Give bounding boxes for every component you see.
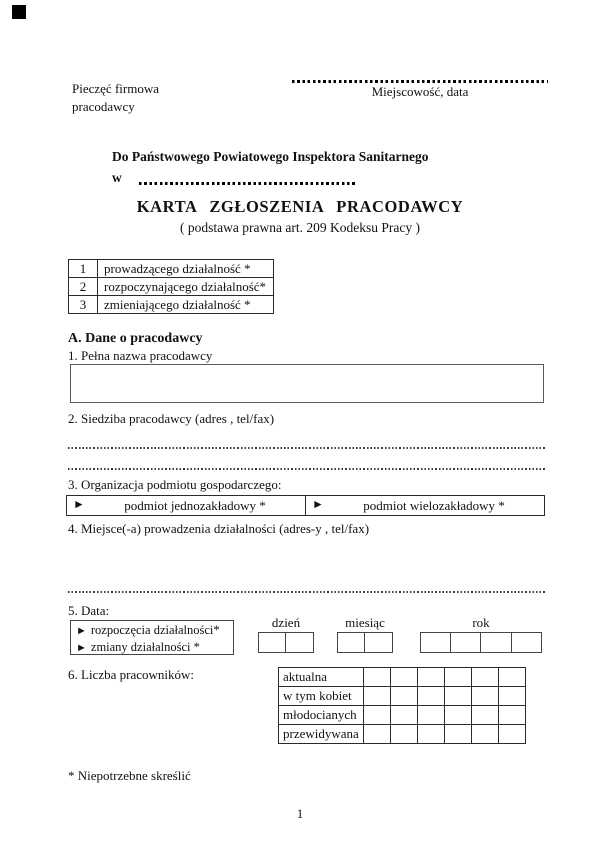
option-activity-change[interactable] xyxy=(76,639,228,656)
arrow-marker-icon: ► xyxy=(76,642,87,654)
table-row xyxy=(67,496,545,516)
employee-count-cell[interactable] xyxy=(363,687,390,706)
type-row-number: 3 xyxy=(69,296,98,314)
year-label: rok xyxy=(472,615,490,630)
organization-options-table xyxy=(66,495,545,516)
type-row-label[interactable]: prowadzącego działalność * xyxy=(98,260,274,278)
page-subtitle: ( podstawa prawna art. 209 Kodeksu Pracy ) xyxy=(180,220,420,235)
option-label: rozpoczęcia działalności* xyxy=(90,623,220,637)
stamp-label-line2: pracodawcy xyxy=(72,99,135,114)
table-row[interactable] xyxy=(69,260,274,278)
addressee-line1: Do Państwowego Powiatowego Inspektora Sanitarnego xyxy=(112,149,429,164)
table-row[interactable] xyxy=(69,296,274,314)
address-fill-line-1[interactable] xyxy=(68,447,546,449)
option-single-plant[interactable] xyxy=(67,496,306,516)
employee-count-cell[interactable] xyxy=(417,725,444,744)
employee-count-cell[interactable] xyxy=(363,668,390,687)
employee-count-cell[interactable] xyxy=(390,687,417,706)
employee-count-cell[interactable] xyxy=(444,687,471,706)
type-row-label[interactable]: zmieniającego działalność * xyxy=(98,296,274,314)
arrow-marker-icon: ► xyxy=(73,497,85,511)
employee-row-label: przewidywana xyxy=(279,725,364,744)
employee-count-cell[interactable] xyxy=(471,725,498,744)
month-digit-cell[interactable] xyxy=(365,632,393,653)
table-row xyxy=(279,668,526,687)
question-4-label: 4. Miejsce(-a) prowadzenia działalności (adres-y , tel/fax) xyxy=(68,521,370,536)
addressee-fill-line[interactable] xyxy=(139,182,357,185)
addressee-line2 xyxy=(112,167,429,188)
table-row[interactable] xyxy=(69,278,274,296)
month-label: miesiąc xyxy=(345,615,385,630)
scan-corner-mark xyxy=(12,5,26,19)
year-cells xyxy=(420,632,542,653)
day-digit-cell[interactable] xyxy=(286,632,314,653)
page-number: 1 xyxy=(296,806,304,821)
date-year-group xyxy=(420,615,542,653)
addressee-prefix: w xyxy=(112,170,122,185)
employee-count-cell[interactable] xyxy=(471,668,498,687)
table-row xyxy=(279,706,526,725)
type-row-number: 2 xyxy=(69,278,98,296)
employee-count-cell[interactable] xyxy=(390,725,417,744)
question-5-label: 5. Data: xyxy=(68,603,110,618)
question-6-label: 6. Liczba pracowników: xyxy=(68,667,194,682)
employee-row-label: aktualna xyxy=(279,668,364,687)
employee-count-cell[interactable] xyxy=(498,706,525,725)
type-row-label[interactable]: rozpoczynającego działalność* xyxy=(98,278,274,296)
employee-count-cell[interactable] xyxy=(444,668,471,687)
page-title: KARTA ZGŁOSZENIA PRACODAWCY xyxy=(136,197,464,216)
table-row xyxy=(279,687,526,706)
footnote: * Niepotrzebne skreślić xyxy=(68,768,191,783)
option-label: podmiot jednozakładowy * xyxy=(124,497,266,513)
question-2-label: 2. Siedziba pracodawcy (adres , tel/fax) xyxy=(68,411,275,426)
stamp-label-line1: Pieczęć firmowa xyxy=(72,81,159,96)
section-a-heading: A. Dane o pracodawcy xyxy=(68,331,203,346)
employee-count-cell[interactable] xyxy=(471,706,498,725)
option-label: podmiot wielozakładowy * xyxy=(363,497,505,513)
place-date-fill-line[interactable] xyxy=(292,80,548,83)
arrow-marker-icon: ► xyxy=(312,497,324,511)
employee-count-cell[interactable] xyxy=(471,687,498,706)
option-multi-plant[interactable] xyxy=(306,496,545,516)
stamp-area-label xyxy=(72,80,159,116)
arrow-marker-icon: ► xyxy=(76,625,87,637)
employee-count-cell[interactable] xyxy=(444,706,471,725)
type-row-number: 1 xyxy=(69,260,98,278)
day-cells xyxy=(258,632,314,653)
employee-count-cell[interactable] xyxy=(417,687,444,706)
registration-type-table xyxy=(68,259,274,314)
year-digit-cell[interactable] xyxy=(451,632,482,653)
question-3-label: 3. Organizacja podmiotu gospodarczego: xyxy=(68,477,282,492)
employer-name-field[interactable] xyxy=(70,364,544,403)
employee-count-cell[interactable] xyxy=(417,668,444,687)
activity-places-fill-line[interactable] xyxy=(68,591,546,593)
option-activity-start[interactable] xyxy=(76,622,228,639)
date-month-group xyxy=(337,615,393,653)
date-type-options-box xyxy=(70,620,234,655)
employee-row-label: młodocianych xyxy=(279,706,364,725)
employee-count-cell[interactable] xyxy=(498,687,525,706)
employees-count-table xyxy=(278,667,526,744)
employee-count-cell[interactable] xyxy=(417,706,444,725)
addressee-block xyxy=(112,146,429,188)
employee-count-cell[interactable] xyxy=(363,706,390,725)
date-day-group xyxy=(258,615,314,653)
month-digit-cell[interactable] xyxy=(337,632,365,653)
year-digit-cell[interactable] xyxy=(481,632,512,653)
table-row xyxy=(279,725,526,744)
employee-row-label: w tym kobiet xyxy=(279,687,364,706)
employee-count-cell[interactable] xyxy=(444,725,471,744)
employee-count-cell[interactable] xyxy=(498,725,525,744)
option-label: zmiany działalności * xyxy=(90,640,200,654)
address-fill-line-2[interactable] xyxy=(68,468,546,470)
place-date-block xyxy=(292,80,548,100)
month-cells xyxy=(337,632,393,653)
year-digit-cell[interactable] xyxy=(512,632,543,653)
employee-count-cell[interactable] xyxy=(390,668,417,687)
place-date-label: Miejscowość, data xyxy=(371,84,469,99)
day-label: dzień xyxy=(271,615,301,630)
employee-count-cell[interactable] xyxy=(390,706,417,725)
employee-count-cell[interactable] xyxy=(363,725,390,744)
year-digit-cell[interactable] xyxy=(420,632,451,653)
day-digit-cell[interactable] xyxy=(258,632,286,653)
employee-count-cell[interactable] xyxy=(498,668,525,687)
question-1-label: 1. Pełna nazwa pracodawcy xyxy=(68,348,213,363)
